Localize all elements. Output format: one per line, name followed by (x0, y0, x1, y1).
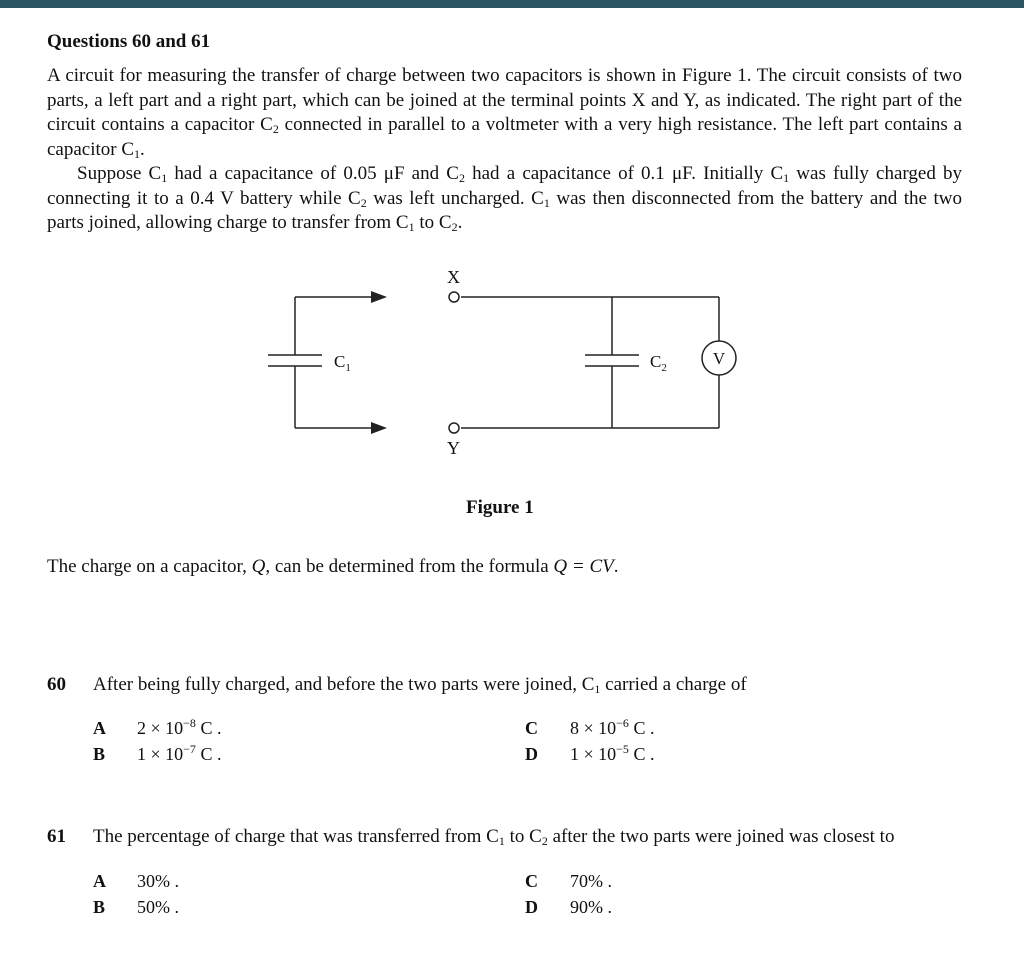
formula-equation: Q = CV (553, 556, 614, 577)
q61-option-b-value: 50% . (137, 897, 179, 917)
q60-option-c-value: $8 \times 10^{-6}$ C . (570, 716, 655, 738)
q61-option-c-value: 70% . (570, 871, 612, 891)
arrow-top-icon (371, 291, 387, 303)
q60-option-d-letter: D (525, 744, 538, 764)
q60-option-a-letter: A (93, 718, 106, 738)
q60-option-b-value: $1 \times 10^{-7}$ C . (137, 742, 222, 764)
capacitor-c2-label: $C_2$ (650, 352, 667, 374)
question-60-text: After being fully charged, and before the two parts were joined, $C_1$ carried a charge of (93, 674, 747, 696)
q60-option-a-value: $2 \times 10^{-8}$ C . (137, 716, 222, 738)
q60-option-b-letter: B (93, 744, 106, 764)
question-61-text: The percentage of charge that was transferred from $C_1$ to $C_2$ after the two parts were joined was closest to (93, 826, 895, 848)
capacitor-c1-label: $C_1$ (334, 352, 351, 374)
terminal-y (449, 423, 459, 433)
q61-option-b-letter: B (93, 897, 106, 917)
arrow-bottom-icon (371, 422, 387, 434)
top-bar (0, 0, 1024, 8)
terminal-x (449, 292, 459, 302)
intro-paragraph-2: Suppose $C_1$ had a capacitance of 0.05 μF and $C_2$ had a capacitance of 0.1 μF. Initially $C_1$ was fully charged by connecting it to a 0.4 V battery while $C_2$ was left uncharged. $C_1$ was then disconnected from the battery and the two parts joined, allowing charge to transfer from $C_1$ to $C_2$. (47, 163, 963, 235)
terminal-y-label: Y (447, 438, 460, 458)
q61-option-d-value: 90% . (570, 897, 612, 917)
question-60-number: 60 (47, 674, 66, 695)
q60-option-c-letter: C (525, 718, 538, 738)
question-61-number: 61 (47, 826, 66, 847)
questions-heading: Questions 60 and 61 (47, 31, 211, 52)
q61-option-d-letter: D (525, 897, 538, 917)
formula-sentence: The charge on a capacitor, Q, can be determined from the formula Q = CV. (47, 556, 619, 577)
q60-option-d-value: $1 \times 10^{-5}$ C . (570, 742, 655, 764)
terminal-x-label: X (447, 267, 460, 287)
voltmeter-label: V (712, 349, 726, 368)
q61-option-a-value: 30% . (137, 871, 179, 891)
q61-option-a-letter: A (93, 871, 106, 891)
circuit-diagram (250, 260, 760, 470)
figure-caption: Figure 1 (466, 497, 534, 518)
intro-paragraph-1: A circuit for measuring the transfer of charge between two capacitors is shown in Figure 1. The circuit consists of two parts, a left part and a right part, which can be joined at the terminal points X and Y, as indicated. The right part of the circuit contains a capacitor $C_2$ connected in parallel to a voltmeter with a very high resistance. The left part contains a capacitor $C_1$. (47, 65, 962, 161)
q61-option-c-letter: C (525, 871, 538, 891)
